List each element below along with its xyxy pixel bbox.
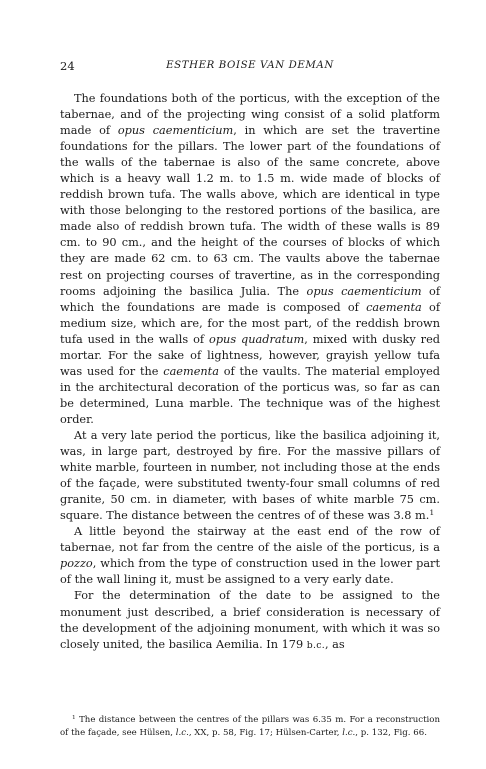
italic-term: pozzo: [60, 557, 93, 571]
italic-term: opus caementicium: [117, 124, 234, 138]
text-run: , in which are set the travertine foundations for the pillars. The lower part of the foundations of the walls of the tabernae is also of the same concrete, above which is a heavy wall 1.2 m. to 1.5 m. wide made of blocks of reddish brown tufa. The walls above, which are identical in type with those belonging to the restored portions of the basilica, are made also of reddish brown tufa. The width of these walls is 89 cm. to 90 cm., and the height of the courses of blocks of which they are made 62 cm. to 63 cm. The vaults above the tabernae rest on projecting courses of travertine, as in the corresponding rooms adjoining the basilica Julia. The: [60, 124, 441, 298]
paragraph-fire: [60, 428, 440, 524]
body-text: [60, 91, 440, 654]
text-run: of medium size, which are, for the most part, of the reddish brown tufa used in the walls of: [60, 300, 440, 346]
footnote-marker: 1: [72, 714, 76, 721]
page-number: 24: [60, 59, 75, 73]
text-run: of the vaults. The material employed in the architectural decoration of the porticus was, so far as can be determined, Luna marble. The technique was of the highest order.: [60, 364, 440, 426]
running-title: ESTHER BOISE VAN DEMAN: [166, 60, 334, 71]
footnote-text: [60, 714, 440, 740]
italic-term: opus quadratum: [209, 332, 305, 346]
italic-term: caementa: [163, 364, 219, 378]
paragraph-pozzo: [60, 524, 440, 588]
italic-term: opus caementicium: [306, 284, 422, 298]
text-run: For the determination of the date to be assigned to the monument just described, a brief consideration is necessary of the development of the adjoining monument, with which it was so closely united, the basilica Aemilia. In 179: [60, 589, 440, 651]
text-run: , p. 132, Fig. 66.: [355, 728, 427, 738]
footnote: [60, 714, 440, 740]
page-header: [60, 58, 440, 74]
italic-term: caementa: [366, 300, 422, 314]
text-run: , XX, p. 58, Fig. 17; Hülsen-Carter,: [188, 728, 343, 738]
text-run: At a very late period the porticus, like the basilica adjoining it, was, in large part, destroyed by fire. For the massive pillars of white marble, fourteen in number, not including those at the ends of the façade, were substituted twenty-four small columns of red granite, 50 cm. in diameter, with bases of white marble 75 cm. square. The distance between the centres of of these was 3.8 m.: [60, 428, 440, 523]
text-run: , as: [324, 637, 345, 651]
text-run: The distance between the centres of the pillars was 6.35 m. For a reconstruction of the façade, see Hülsen,: [60, 715, 440, 738]
italic-term: l.c.: [342, 728, 356, 738]
italic-term: l.c.: [175, 728, 189, 738]
footnote-reference: 1: [429, 508, 435, 517]
text-run: of which the foundations are made is composed of: [60, 284, 441, 314]
small-caps-era: b.c.: [306, 639, 325, 651]
text-run: , which from the type of construction used in the lower part of the wall lining it, must be assigned to a very early date.: [60, 557, 440, 587]
paragraph-foundations: [60, 91, 440, 428]
text-run: A little beyond the stairway at the east end of the row of tabernae, not far from the centre of the aisle of the porticus, is a: [60, 525, 440, 555]
text-run: The foundations both of the porticus, with the exception of the tabernae, and of the projecting wing consist of a solid platform made of: [60, 92, 440, 138]
paragraph-date: [60, 588, 440, 653]
text-run: , mixed with dusky red mortar. For the sake of lightness, however, grayish yellow tufa was used for the: [60, 332, 440, 378]
